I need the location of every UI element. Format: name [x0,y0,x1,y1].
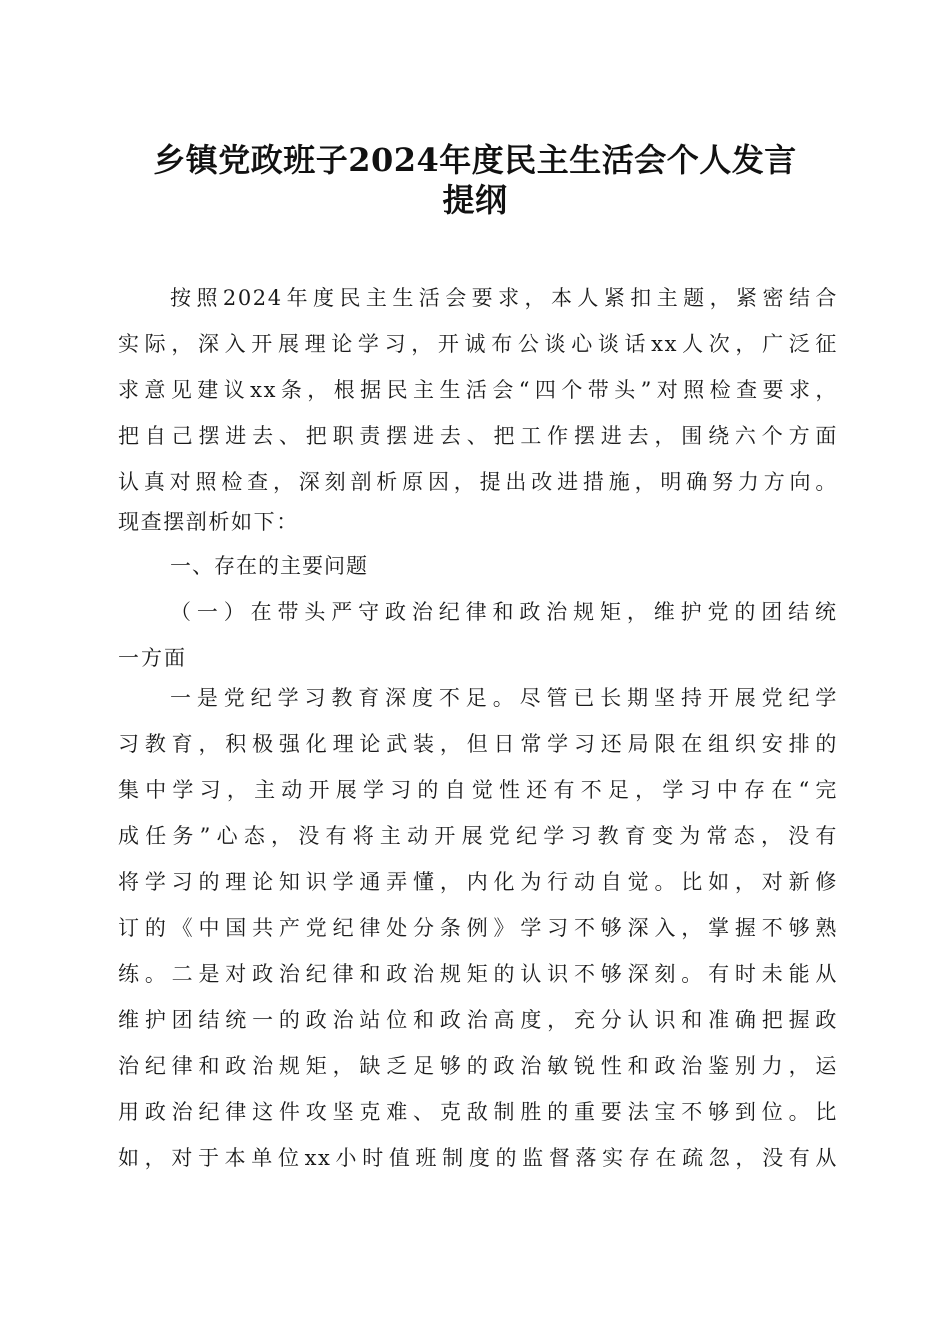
document-title-line1: 乡镇党政班子2024年度民主生活会个人发言 [153,141,797,179]
section-heading: 一、存在的主要问题 [170,554,368,578]
subsection-heading: （一）在带头严守政治纪律和政治规矩，维护党的团结统 [170,600,838,624]
subsection-heading: 一方面 [118,646,187,670]
paragraph-line: 将学习的理论知识学通弄懂，内化为行动自觉。比如，对新修 [118,870,838,894]
paragraph-line: 一是党纪学习教育深度不足。尽管已长期坚持开展党纪学 [170,686,838,710]
paragraph-line: 订的《中国共产党纪律处分条例》学习不够深入，掌握不够熟 [118,916,838,940]
paragraph-line: 按照2024年度民主生活会要求，本人紧扣主题，紧密结合 [170,286,838,310]
paragraph-line: 维护团结统一的政治站位和政治高度，充分认识和准确把握政 [118,1008,838,1032]
paragraph-line: 用政治纪律这件攻坚克难、克敌制胜的重要法宝不够到位。比 [118,1100,838,1124]
paragraph-line: 练。二是对政治纪律和政治规矩的认识不够深刻。有时未能从 [118,962,838,986]
paragraph-line: 把自己摆进去、把职责摆进去、把工作摆进去，围绕六个方面 [118,424,838,448]
paragraph-line: 认真对照检查，深刻剖析原因，提出改进措施，明确努力方向。 [118,470,838,494]
document-title-line2: 提纲 [442,181,508,219]
paragraph-line: 治纪律和政治规矩，缺乏足够的政治敏锐性和政治鉴别力，运 [118,1054,838,1078]
paragraph-line: 实际，深入开展理论学习，开诚布公谈心谈话xx人次，广泛征 [118,332,838,356]
paragraph-line: 成任务”心态，没有将主动开展党纪学习教育变为常态，没有 [118,824,838,848]
paragraph-line: 求意见建议xx条，根据民主生活会“四个带头”对照检查要求， [118,378,838,402]
paragraph-line: 习教育，积极强化理论武装，但日常学习还局限在组织安排的 [118,732,838,756]
paragraph-line: 如，对于本单位xx小时值班制度的监督落实存在疏忽，没有从 [118,1146,838,1170]
paragraph-line: 现查摆剖析如下： [118,510,299,534]
paragraph-line: 集中学习，主动开展学习的自觉性还有不足，学习中存在“完 [118,778,838,802]
